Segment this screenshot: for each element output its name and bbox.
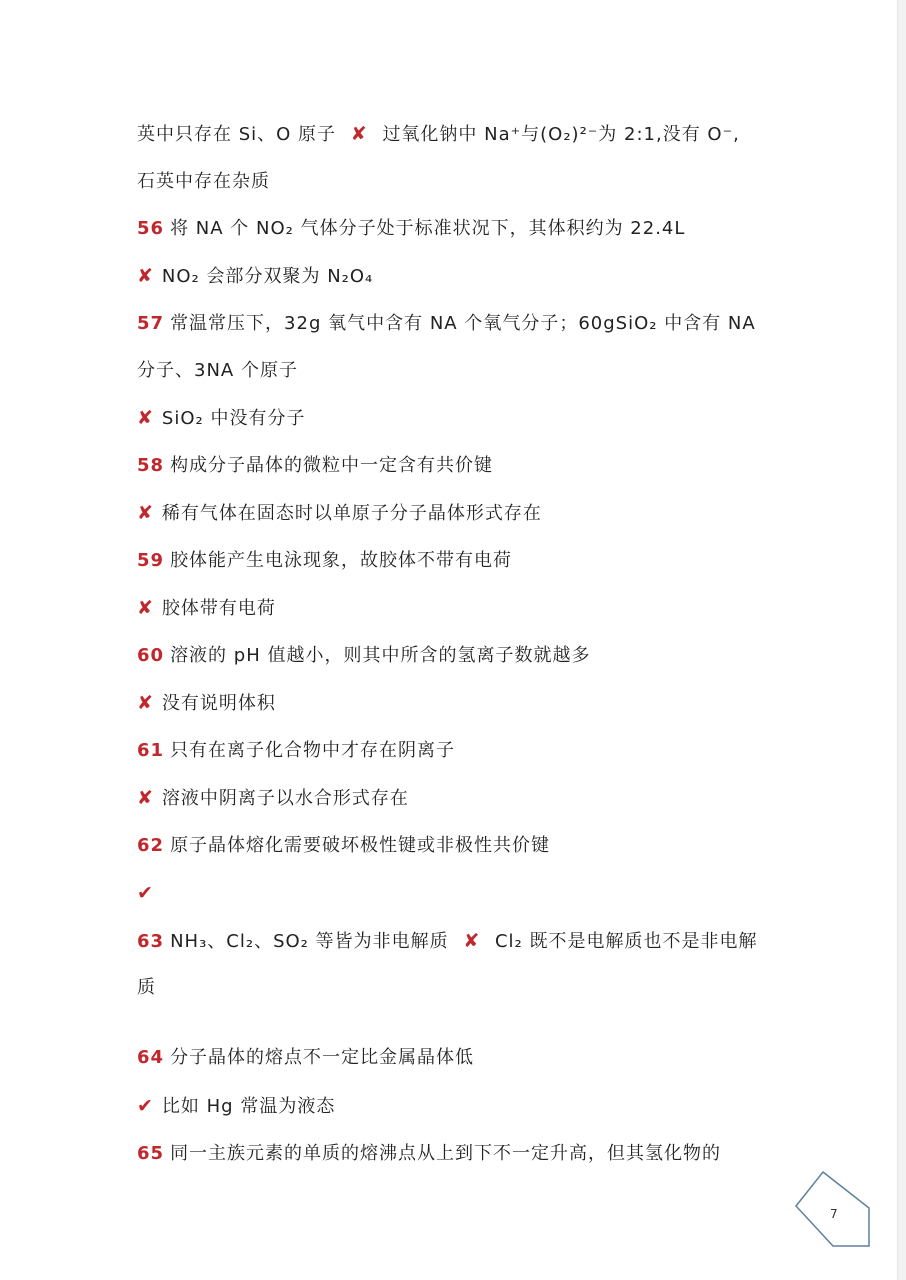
- page-number-badge: [793, 1170, 873, 1250]
- question-number: 58: [137, 455, 165, 476]
- cross-mark-icon: ✘: [137, 692, 154, 714]
- question-number: 56: [137, 218, 165, 239]
- cross-mark-icon: ✘: [137, 597, 154, 619]
- answer-62: [137, 881, 162, 906]
- question-number: 62: [137, 835, 165, 856]
- question-number: 60: [137, 645, 165, 666]
- question-text: 分子晶体的熔点不一定比金属晶体低: [170, 1047, 475, 1068]
- cross-mark-icon: ✘: [463, 930, 481, 952]
- question-61: [137, 739, 455, 763]
- question-62: [137, 834, 550, 858]
- question-text: 将 NA 个 NO₂ 气体分子处于标准状况下，其体积约为 22.4L: [170, 218, 686, 239]
- cross-mark-icon: ✘: [350, 123, 368, 145]
- text-line: [137, 976, 156, 1000]
- question-number: 65: [137, 1143, 165, 1164]
- question-text: 只有在离子化合物中才存在阴离子: [170, 740, 456, 761]
- answer-61: [137, 786, 409, 811]
- question-text: 胶体能产生电泳现象，故胶体不带有电荷: [170, 550, 513, 571]
- question-57: [137, 312, 756, 336]
- question-text: 常温常压下，32g 氧气中含有 NA 个氧气分子；60gSiO₂ 中含有 NA: [170, 313, 756, 334]
- line-text: 质: [137, 977, 156, 998]
- question-number: 63: [137, 931, 165, 952]
- line-text: 石英中存在杂质: [137, 171, 270, 192]
- question-64: [137, 1046, 474, 1070]
- page-edge: [897, 0, 906, 1280]
- answer-60: [137, 691, 276, 716]
- question-65: [137, 1142, 721, 1166]
- question-text: 同一主族元素的单质的熔沸点从上到下不一定升高，但其氢化物的: [170, 1143, 722, 1164]
- question-58: [137, 454, 493, 478]
- question-text: NH₃、Cl₂、SO₂ 等皆为非电解质: [170, 931, 449, 952]
- line-text: 英中只存在 Si、O 原子: [137, 124, 337, 145]
- question-text: 溶液的 pH 值越小，则其中所含的氢离子数就越多: [170, 645, 591, 666]
- question-text: 原子晶体熔化需要破坏极性键或非极性共价键: [170, 835, 551, 856]
- question-number: 57: [137, 313, 165, 334]
- text-line: [137, 122, 740, 147]
- question-63: [137, 929, 758, 954]
- answer-text: 溶液中阴离子以水合形式存在: [161, 788, 409, 809]
- cross-mark-icon: ✘: [137, 265, 154, 287]
- answer-text: NO₂ 会部分双聚为 N₂O₄: [161, 266, 374, 287]
- check-mark-icon: ✔: [137, 882, 154, 904]
- answer-text: 没有说明体积: [161, 693, 276, 714]
- answer-64: [137, 1094, 335, 1119]
- line-text-after: 过氧化钠中 Na⁺与(O₂)²⁻为 2:1,没有 O⁻,: [382, 124, 740, 145]
- check-mark-icon: ✔: [137, 1095, 154, 1117]
- question-number: 61: [137, 740, 165, 761]
- answer-58: [137, 501, 542, 526]
- cross-mark-icon: ✘: [137, 407, 154, 429]
- text-line: [137, 359, 298, 383]
- question-text: 构成分子晶体的微粒中一定含有共价键: [170, 455, 494, 476]
- answer-56: [137, 264, 373, 289]
- text-line: [137, 170, 270, 194]
- answer-text: 比如 Hg 常温为液态: [161, 1096, 336, 1117]
- answer-59: [137, 596, 276, 621]
- cross-mark-icon: ✘: [137, 787, 154, 809]
- page-number: 7: [830, 1207, 838, 1221]
- cross-mark-icon: ✘: [137, 502, 154, 524]
- answer-text: 稀有气体在固态时以单原子分子晶体形式存在: [161, 503, 542, 524]
- answer-text: SiO₂ 中没有分子: [161, 408, 306, 429]
- line-text: 分子、3NA 个原子: [137, 360, 298, 381]
- question-59: [137, 549, 512, 573]
- question-number: 59: [137, 550, 165, 571]
- question-number: 64: [137, 1047, 165, 1068]
- answer-text: 胶体带有电荷: [161, 598, 276, 619]
- question-60: [137, 644, 590, 668]
- answer-57: [137, 406, 305, 431]
- question-56: [137, 217, 685, 241]
- answer-text: Cl₂ 既不是电解质也不是非电解: [494, 931, 758, 952]
